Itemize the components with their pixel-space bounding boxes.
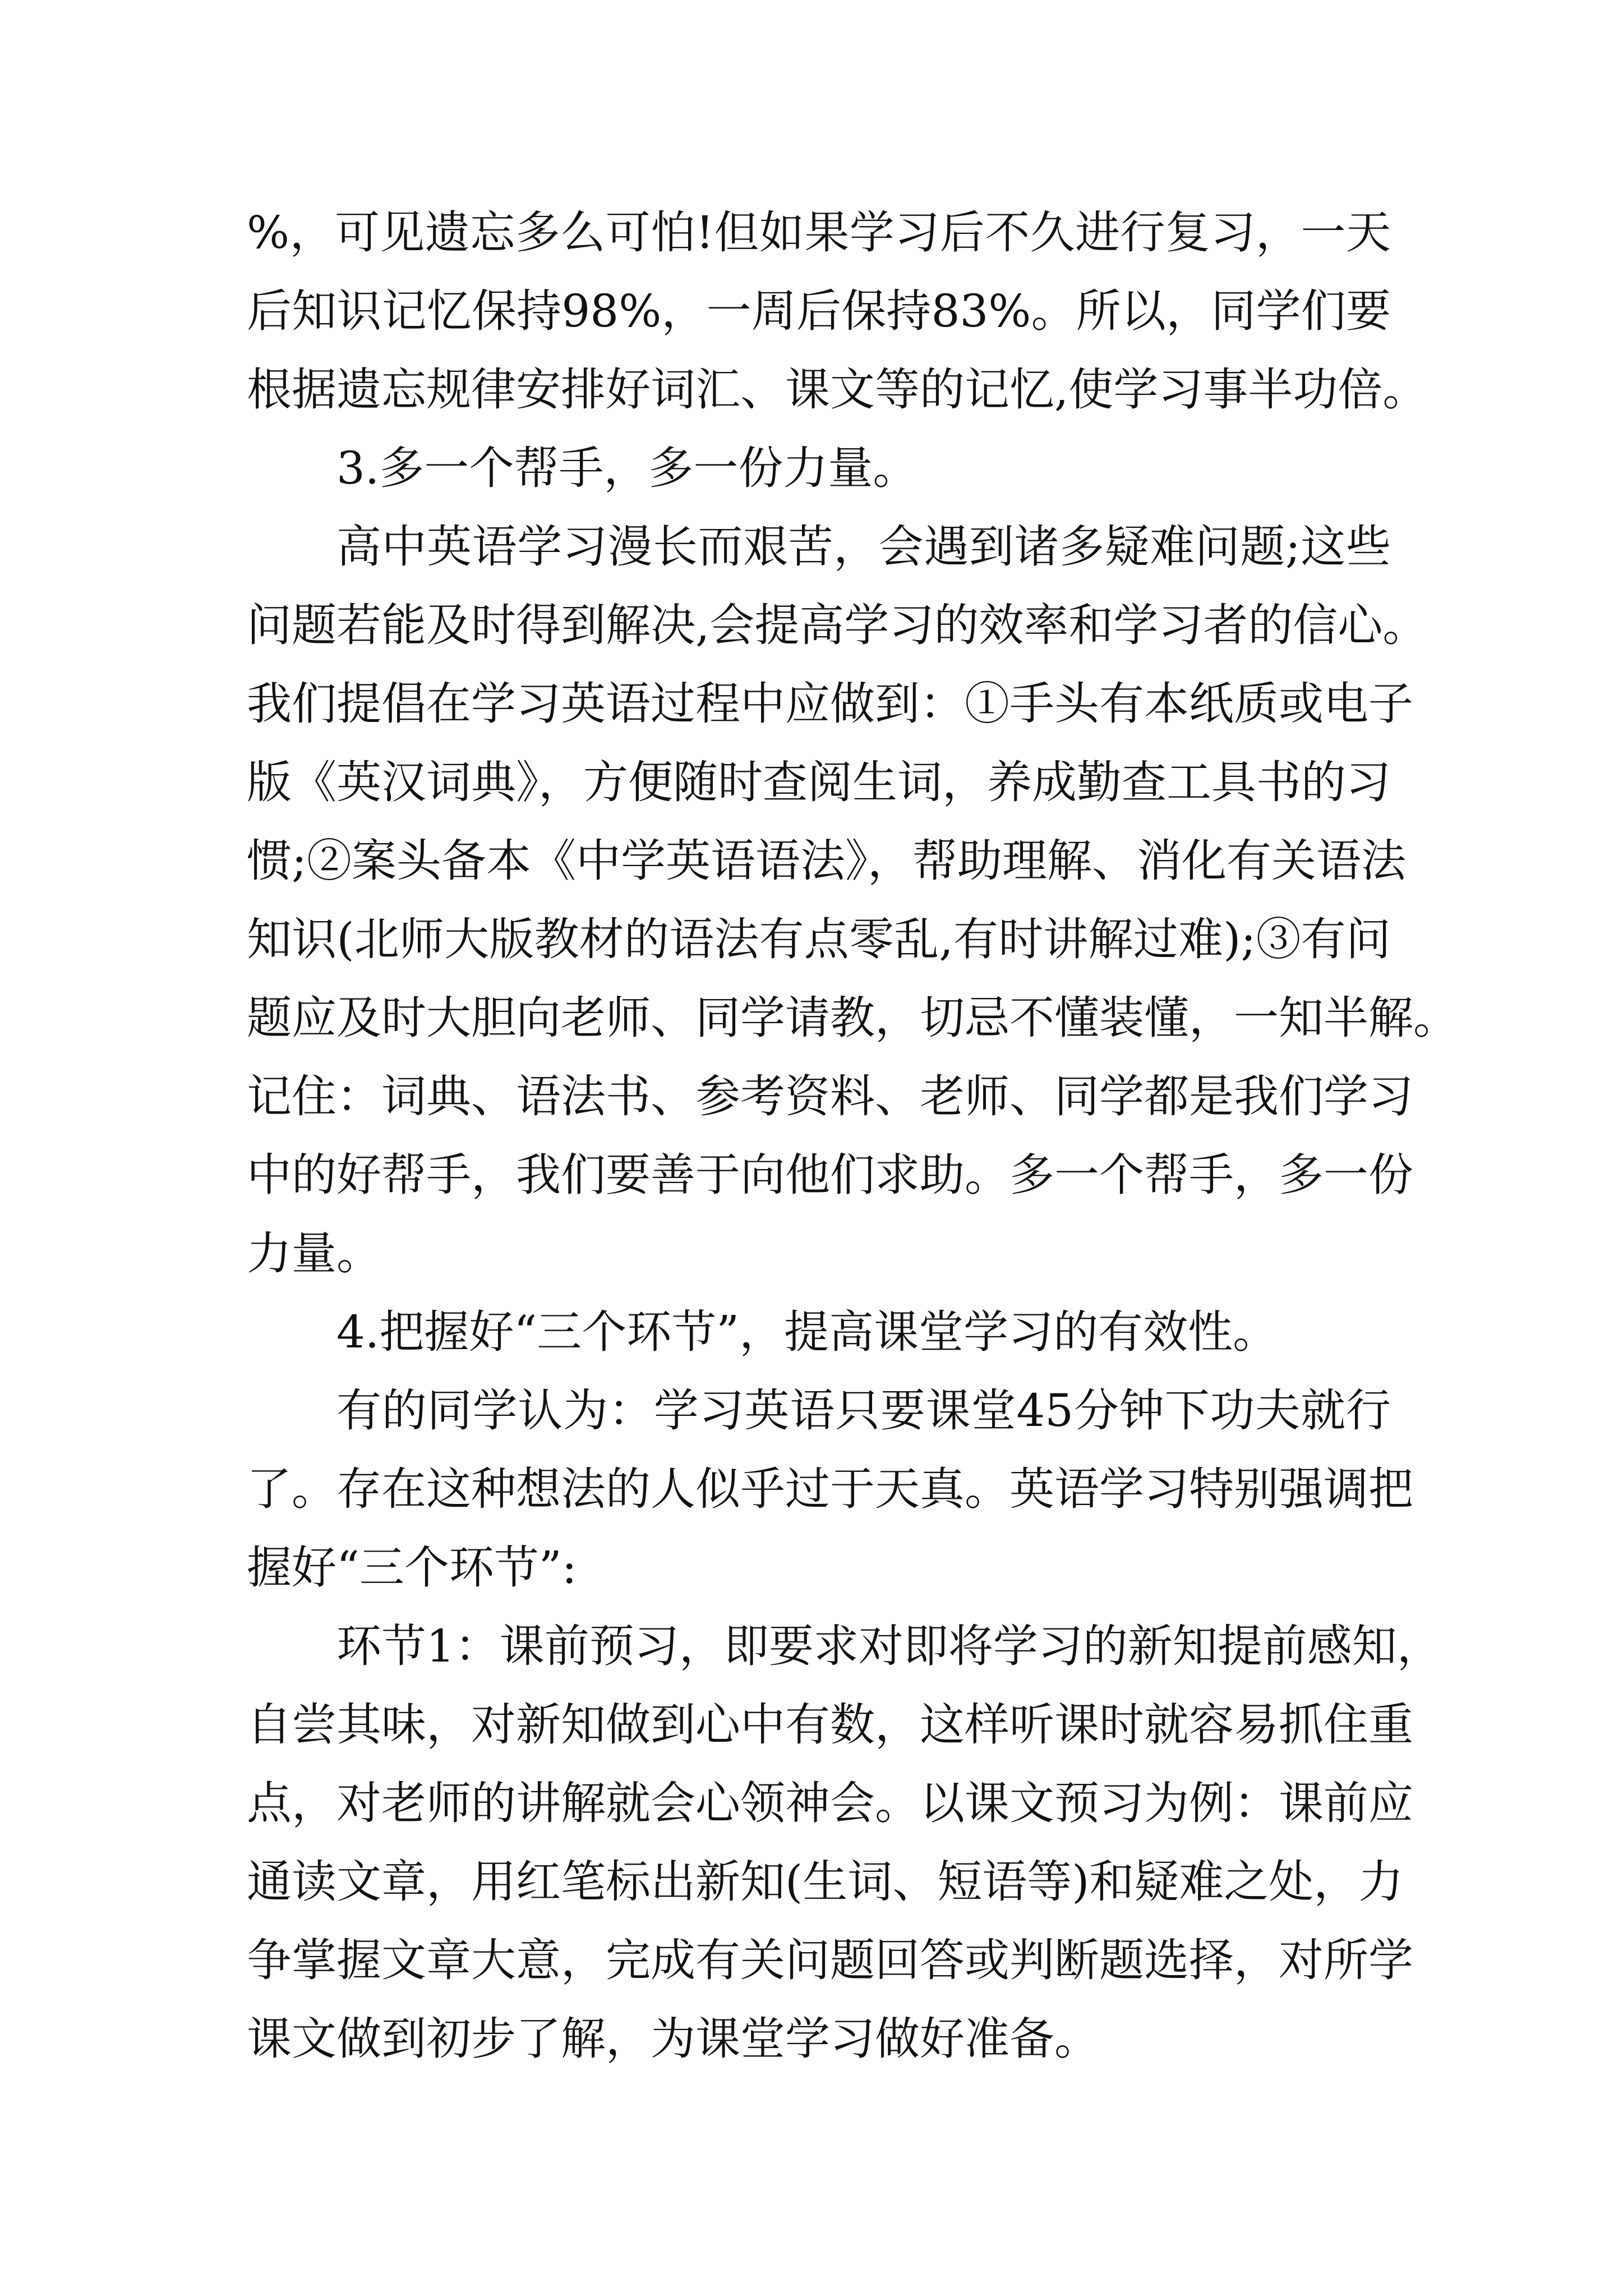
text-line: 环节1：课前预习，即要求对即将学习的新知提前感知， (336, 1620, 1442, 1672)
paragraph-forgetting-curve (247, 194, 1428, 429)
text-line: 了。存在这种想法的人似乎过于天真。英语学习特别强调把 (247, 1463, 1413, 1515)
section-heading-4 (247, 1293, 1391, 1372)
body-text (247, 194, 1458, 2078)
paragraph-link-1 (247, 1607, 1442, 2078)
section-heading-3 (247, 429, 1391, 508)
text-line: 问题若能及时得到解决,会提高学习的效率和学习者的信心。 (247, 599, 1428, 651)
text-line: 后知识记忆保持98%，一周后保持83%。所以，同学们要 (247, 285, 1391, 337)
text-line: 点，对老师的讲解就会心领神会。以课文预习为例：课前应 (247, 1777, 1413, 1829)
text-line: 题应及时大胆向老师、同学请教，切忌不懂装懂，一知半解。 (247, 992, 1458, 1044)
text-line: 中的好帮手，我们要善于向他们求助。多一个帮手，多一份 (247, 1149, 1413, 1201)
text-line: 根据遗忘规律安排好词汇、课文等的记忆,使学习事半功倍。 (247, 364, 1428, 416)
text-line: 我们提倡在学习英语过程中应做到：①手头有本纸质或电子 (247, 678, 1413, 730)
text-line: %，可见遗忘多么可怕!但如果学习后不久进行复习，一天 (247, 206, 1391, 259)
text-line: 记住：词典、语法书、参考资料、老师、同学都是我们学习 (247, 1070, 1413, 1122)
text-line: 知识(北师大版教材的语法有点零乱,有时讲解过难);③有问 (247, 913, 1391, 965)
heading-line: 4.把握好“三个环节”，提高课堂学习的有效性。 (336, 1306, 1278, 1358)
heading-line: 3.多一个帮手，多一份力量。 (336, 442, 918, 494)
text-line: 课文做到初步了解，为课堂学习做好准备。 (247, 2013, 1099, 2065)
text-line: 有的同学认为：学习英语只要课堂45分钟下功夫就行 (336, 1384, 1391, 1437)
text-line: 力量。 (247, 1227, 381, 1280)
text-line: 争掌握文章大意，完成有关问题回答或判断题选择，对所学 (247, 1934, 1413, 1986)
text-line: 自尝其味，对新知做到心中有数，这样听课时就容易抓住重 (247, 1699, 1413, 1751)
paragraph-helpers (247, 508, 1458, 1293)
text-line: 通读文章，用红笔标出新知(生词、短语等)和疑难之处，力 (247, 1856, 1404, 1908)
paragraph-three-links (247, 1372, 1413, 1607)
text-line: 惯;②案头备本《中学英语语法》，帮助理解、消化有关语法 (247, 835, 1406, 887)
text-line: 握好“三个环节”: (247, 1542, 577, 1594)
text-line: 版《英汉词典》，方便随时查阅生词，养成勤查工具书的习 (247, 756, 1391, 808)
text-line: 高中英语学习漫长而艰苦，会遇到诸多疑难问题;这些 (336, 521, 1391, 573)
